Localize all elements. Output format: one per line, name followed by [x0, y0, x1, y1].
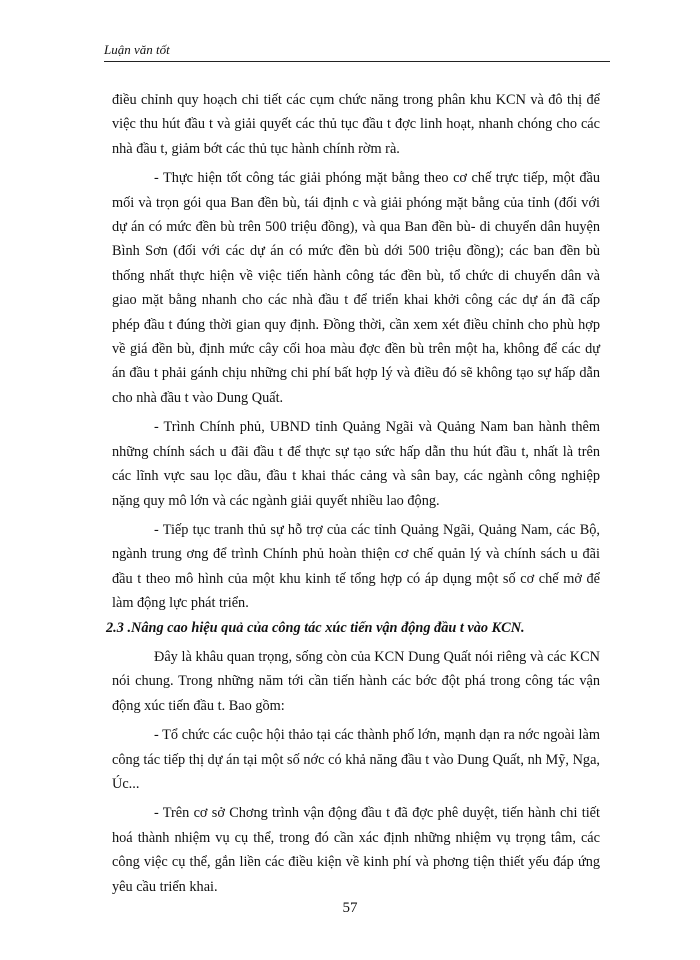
section-heading: 2.3 .Nâng cao hiệu quả của công tác xúc tiến vận động đầu t vào KCN.: [106, 619, 525, 636]
paragraph-site-clearance: - Thực hiện tốt công tác giải phóng mặt bằng theo cơ chế trực tiếp, một đầu mối và trọn gói qua Ban đền bù, tái định c và giải phóng mặt bằng của tỉnh (đối với dự án có mức đền bù trên 500 triệu đồng), và qua Ban đền bù- di chuyển dân huyện Bình Sơn (đối với các dự án có mức đền bù dới 500 triệu đồng); các ban đền bù thống nhất thực hiện về việc tiến hành công tác đền bù, tổ chức di chuyển dân và giao mặt bằng nhanh cho các nhà đầu t để triển khai khởi công các dự án đã cấp phép đầu t đúng thời gian quy định. Đồng thời, cần xem xét điều chỉnh cho phù hợp về giá đền bù, định mức cây cối hoa màu đợc đền bù trên một ha, không để các dự án đầu t phải gánh chịu những chi phí bất hợp lý và điều đó sẽ không tạo sự hấp dẫn cho nhà đầu t vào Dung Quất.: [112, 170, 600, 406]
page-number: 57: [342, 900, 358, 916]
paragraph-continuation: điều chỉnh quy hoạch chi tiết các cụm chức năng trong phân khu KCN và đô thị để việc thu hút đầu t và giải quyết các thủ tục đầu t đợc linh hoạt, nhanh chóng cho các nhà đầu t, giảm bớt các thủ tục hành chính rờm rà.: [112, 92, 600, 157]
running-header: Luận văn tốt: [104, 42, 170, 57]
paragraph-ministry-support: - Tiếp tục tranh thủ sự hỗ trợ của các tỉnh Quảng Ngãi, Quảng Nam, các Bộ, ngành trung ơng để trình Chính phủ hoàn thiện cơ chế quản lý và chính sách u đãi đầu t theo mô hình của một khu kinh tế tổng hợp có áp dụng một số cơ chế mở để làm động lực phát triển.: [112, 521, 600, 612]
paragraph-intro: Đây là khâu quan trọng, sống còn của KCN Dung Quất nói riêng và các KCN nói chung. Trong những năm tới cần tiến hành các bớc đột phá trong công tác vận động xúc tiến đầu t. Bao gồm:: [112, 648, 600, 714]
paragraph-incentive-policy: - Trình Chính phủ, UBND tỉnh Quảng Ngãi và Quảng Nam ban hành thêm những chính sách u đãi đầu t để thực sự tạo sức hấp dẫn thu hút đầu t, nhất là trên các lĩnh vực sau lọc dầu, đầu t khai thác cảng và sân bay, các ngành công nghiệp nặng quy mô lớn và các ngành giải quyết nhiều lao động.: [112, 419, 600, 509]
paragraph-program-details: - Trên cơ sở Chơng trình vận động đầu t đã đợc phê duyệt, tiến hành chi tiết hoá thành nhiệm vụ cụ thể, trong đó cần xác định những nhiệm vụ trọng tâm, các công việc cụ thể, gắn liền các điều kiện về kinh phí và phơng tiện thiết yếu đáp ứng yêu cầu triển khai.: [112, 805, 600, 895]
document-body: [106, 88, 600, 899]
header-rule: [104, 61, 610, 62]
paragraph-workshops: - Tổ chức các cuộc hội thảo tại các thành phố lớn, mạnh dạn ra nớc ngoài làm công tác tiếp thị dự án tại một số nớc có khả năng đầu t vào Dung Quất, nh Mỹ, Nga, Úc...: [112, 727, 600, 792]
